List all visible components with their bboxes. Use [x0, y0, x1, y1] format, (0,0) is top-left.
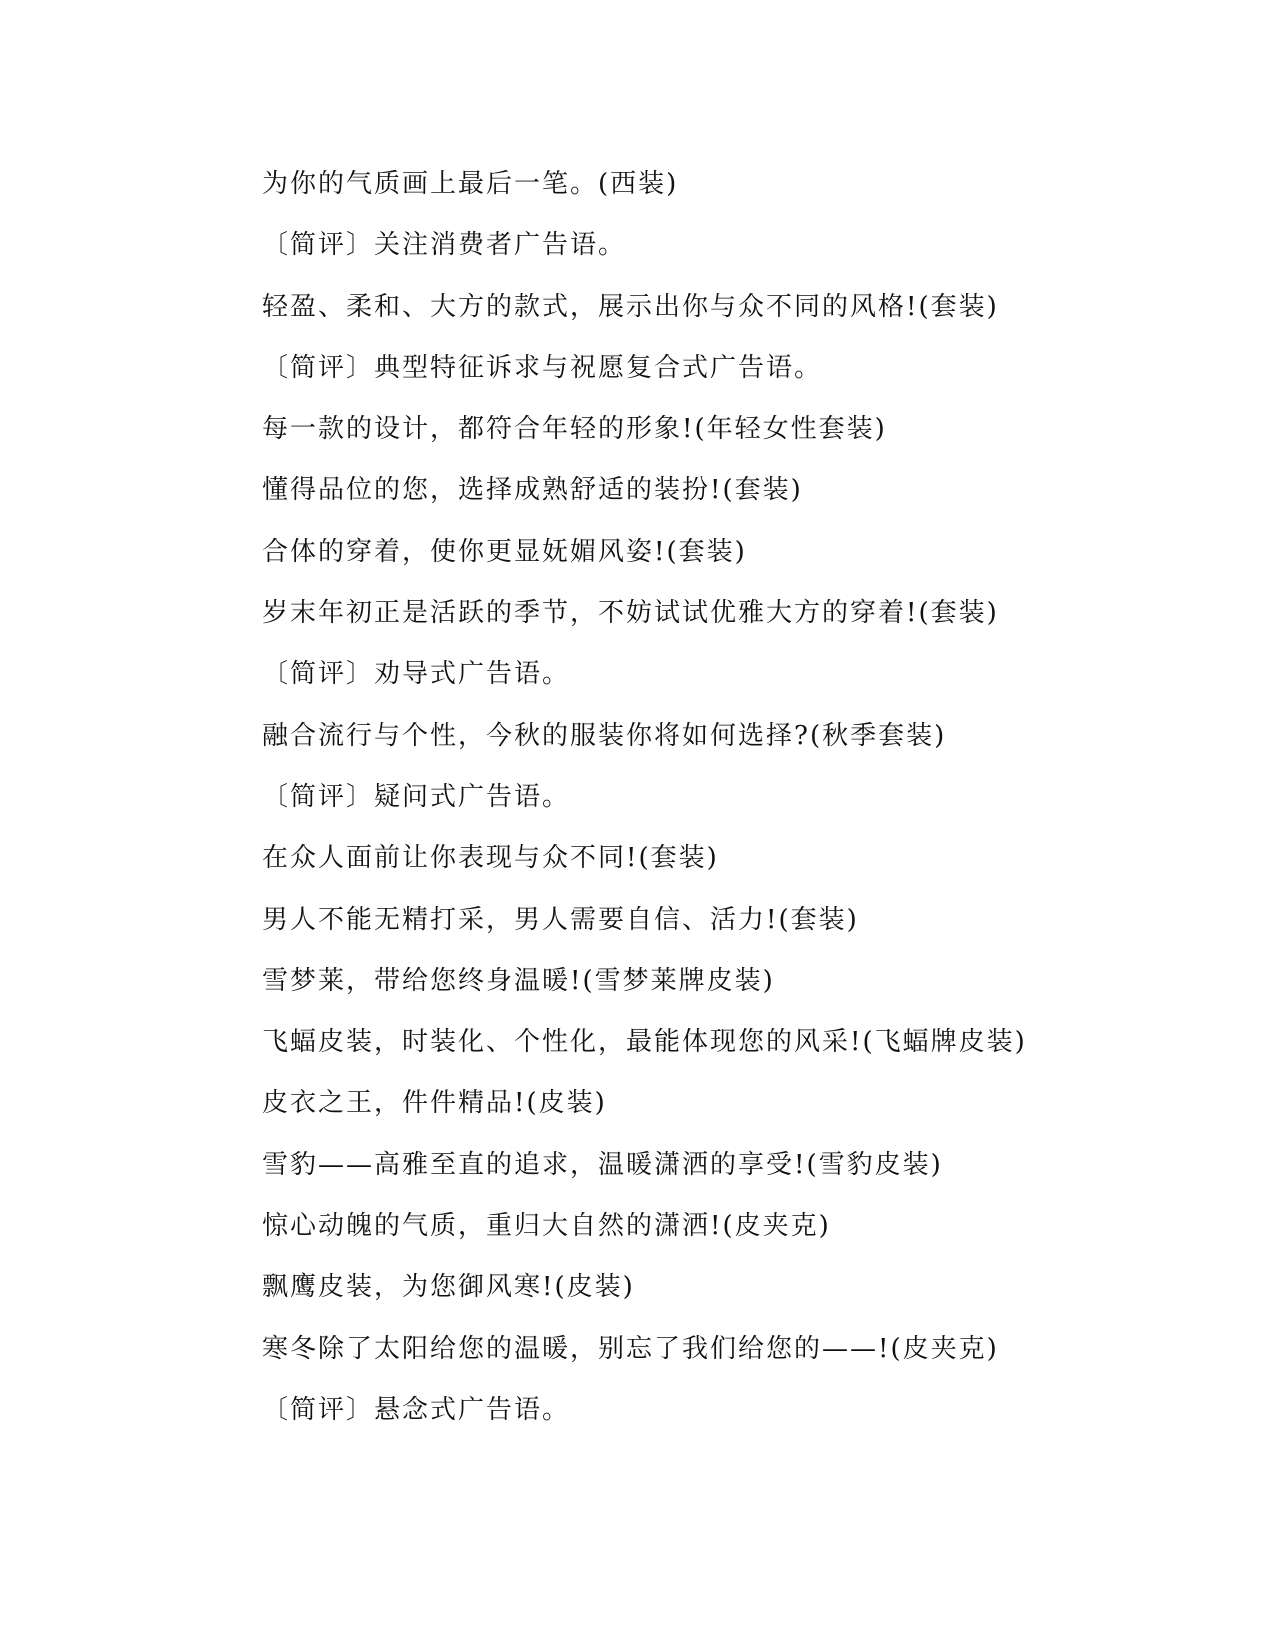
text-line: 飘鹰皮装，为您御风寒!(皮装) [262, 1272, 635, 1303]
text-line: 融合流行与个性，今秋的服装你将如何选择?(秋季套装) [262, 720, 947, 751]
text-line: 懂得品位的您，选择成熟舒适的装扮!(套装) [262, 475, 803, 506]
text-line: 合体的穿着，使你更显妩媚风姿!(套装) [262, 536, 747, 567]
text-line: 在众人面前让你表现与众不同!(套装) [262, 843, 719, 874]
text-line: 〔简评〕疑问式广告语。 [262, 781, 571, 812]
text-line: 〔简评〕典型特征诉求与祝愿复合式广告语。 [262, 352, 823, 383]
text-line: 〔简评〕悬念式广告语。 [262, 1394, 571, 1425]
text-line: 〔简评〕劝导式广告语。 [262, 659, 571, 690]
text-line: 寒冬除了太阳给您的温暖，别忘了我们给您的——!(皮夹克) [262, 1333, 999, 1364]
text-line: 〔简评〕关注消费者广告语。 [262, 230, 627, 261]
text-line: 每一款的设计，都符合年轻的形象!(年轻女性套装) [262, 414, 887, 445]
text-line: 轻盈、柔和、大方的款式，展示出你与众不同的风格!(套装) [262, 291, 999, 322]
text-line: 飞蝠皮装，时装化、个性化，最能体现您的风采!(飞蝠牌皮装) [262, 1027, 1027, 1058]
text-line: 雪梦莱，带给您终身温暖!(雪梦莱牌皮装) [262, 965, 775, 996]
text-line: 岁末年初正是活跃的季节，不妨试试优雅大方的穿着!(套装) [262, 598, 999, 629]
text-line: 为你的气质画上最后一笔。(西装) [262, 169, 679, 199]
text-line: 惊心动魄的气质，重归大自然的潇洒!(皮夹克) [262, 1211, 831, 1242]
document-body [262, 166, 1162, 1453]
text-line: 男人不能无精打采，男人需要自信、活力!(套装) [262, 904, 859, 935]
text-line: 皮衣之王，件件精品!(皮装) [262, 1088, 607, 1119]
text-line: 雪豹——高雅至直的追求，温暖潇洒的享受!(雪豹皮装) [262, 1149, 943, 1180]
